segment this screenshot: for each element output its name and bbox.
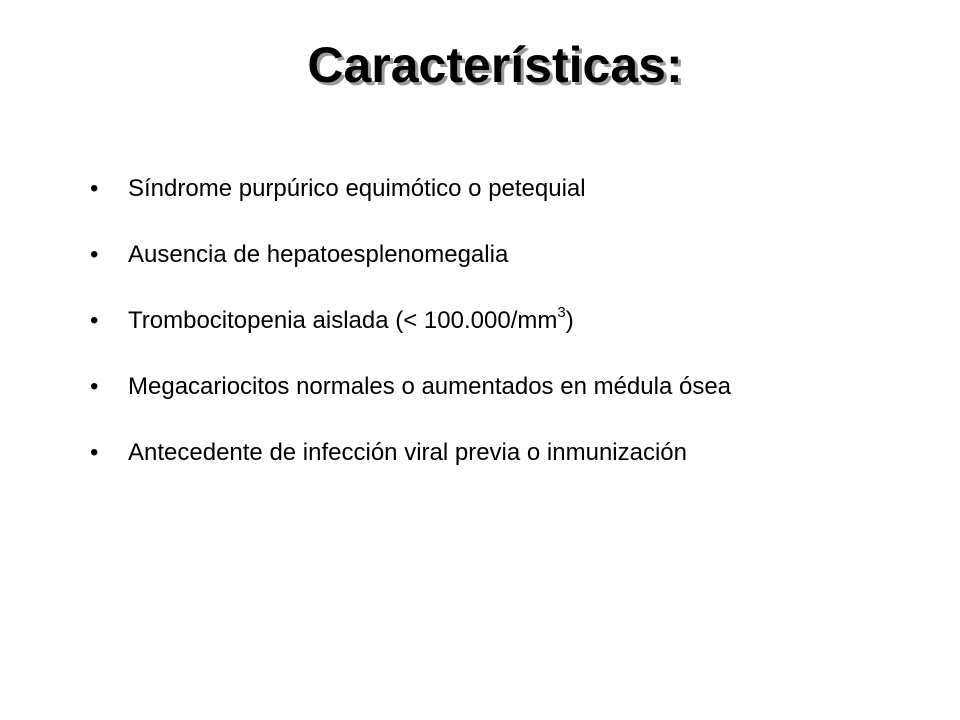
bullet-marker: • xyxy=(90,241,99,268)
bullet-marker: • xyxy=(90,439,99,466)
bullet-text-suffix: ) xyxy=(565,307,574,334)
bullet-text: Megacariocitos normales o aumentados en médula ósea xyxy=(128,373,732,400)
bullet-list xyxy=(90,174,890,468)
slide-title: Características: xyxy=(307,37,683,93)
bullet-item xyxy=(90,306,890,336)
bullet-text: Antecedente de infección viral previa o inmunización xyxy=(128,439,687,466)
bullet-text: Síndrome purpúrico equimótico o petequial xyxy=(128,175,586,202)
bullet-marker: • xyxy=(90,175,99,202)
bullet-text: Trombocitopenia aislada (< 100.000/mm xyxy=(128,307,558,334)
bullet-marker: • xyxy=(90,307,99,334)
bullet-superscript: 3 xyxy=(557,304,566,321)
bullet-item xyxy=(90,372,890,402)
bullet-marker: • xyxy=(90,373,99,400)
bullet-item xyxy=(90,174,890,204)
bullet-item xyxy=(90,438,890,468)
bullet-text: Ausencia de hepatoesplenomegalia xyxy=(128,241,509,268)
bullet-item xyxy=(90,240,890,270)
